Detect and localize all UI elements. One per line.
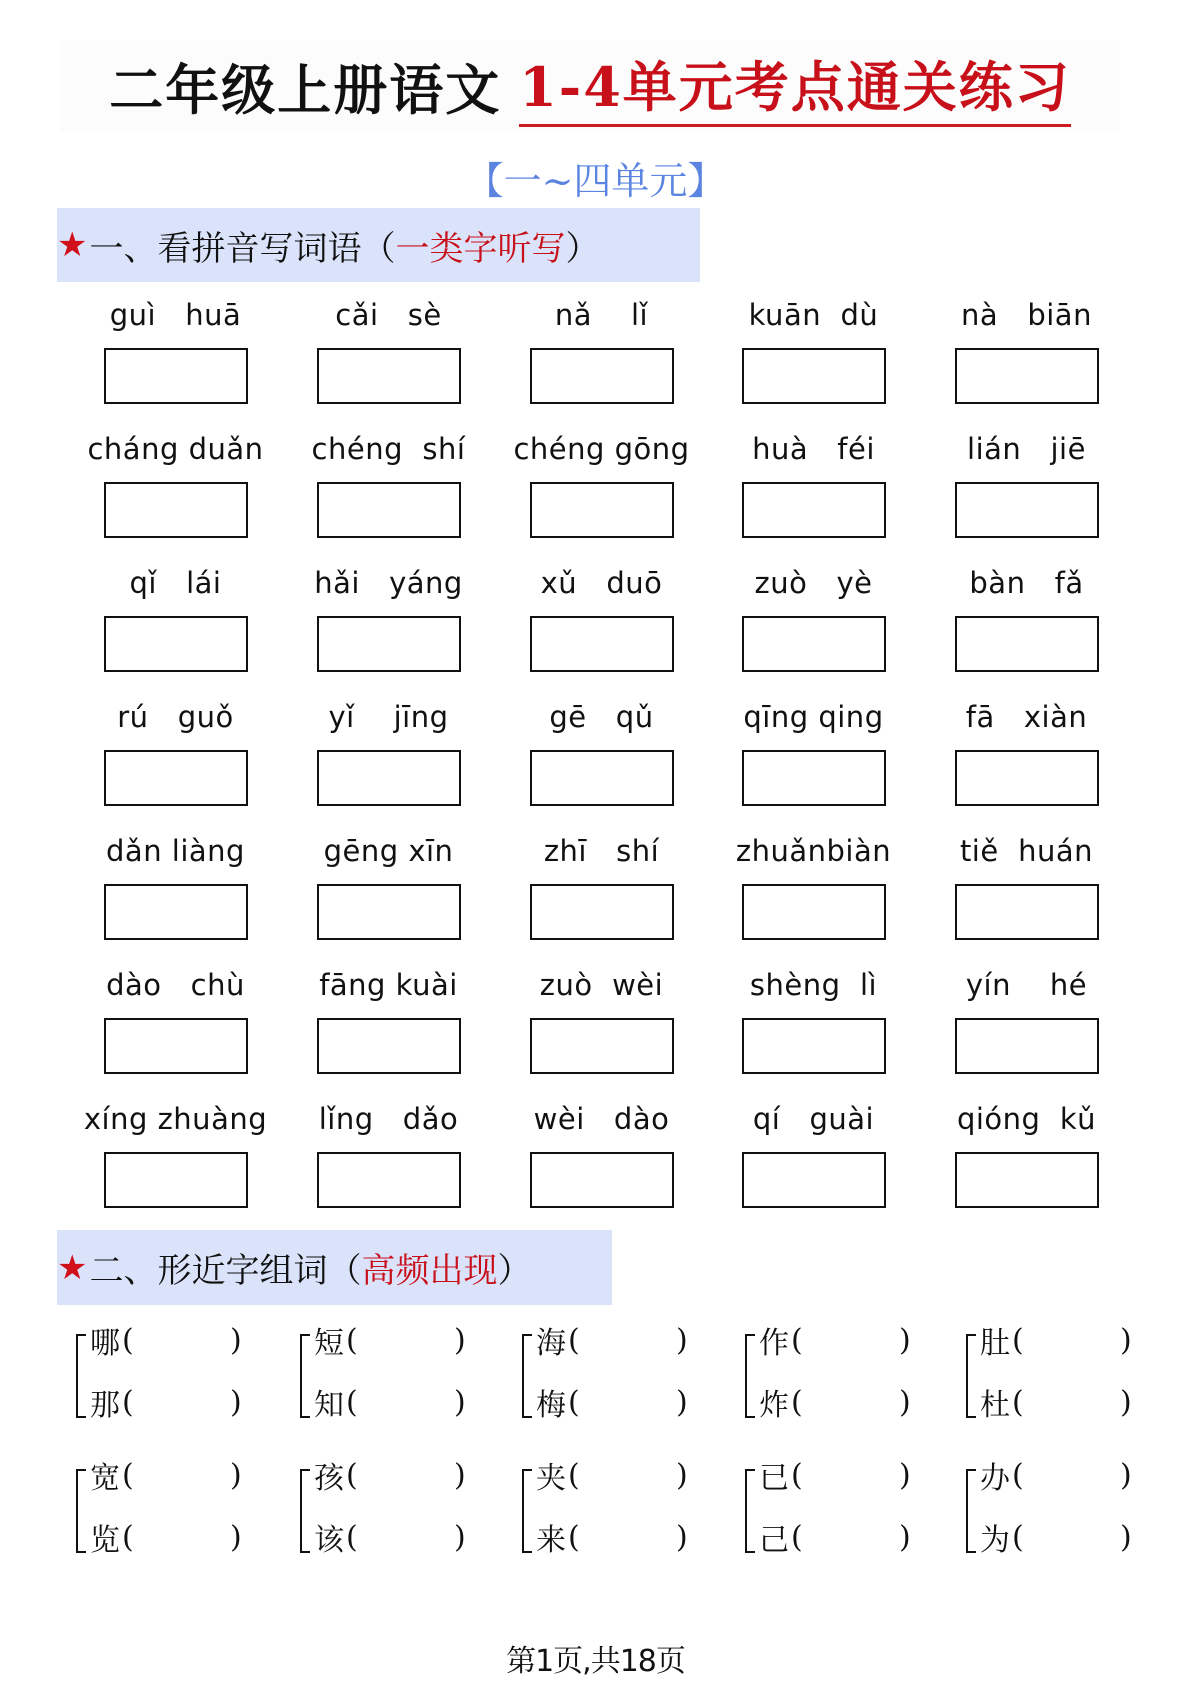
character: 孩	[314, 1461, 344, 1496]
answer-box[interactable]	[104, 884, 248, 940]
answer-box[interactable]	[530, 616, 674, 672]
answer-blank-open[interactable]: (	[1012, 1322, 1024, 1358]
answer-blank-close: )	[1120, 1322, 1132, 1358]
answer-box[interactable]	[104, 1152, 248, 1208]
answer-box[interactable]	[530, 348, 674, 404]
bracket-icon	[966, 1469, 976, 1553]
pinyin-text: yín hé	[965, 968, 1088, 1002]
bracket-icon	[76, 1469, 86, 1553]
answer-blank-open[interactable]: (	[346, 1457, 358, 1493]
pinyin-text: zuò yè	[754, 566, 873, 600]
bracket-icon	[76, 1334, 86, 1418]
bracket-icon	[745, 1334, 755, 1418]
answer-box[interactable]	[955, 1018, 1099, 1074]
character-pair	[300, 1455, 500, 1585]
pinyin-text: qīng qing	[743, 700, 884, 734]
character-pair	[76, 1320, 276, 1450]
character-line	[314, 1455, 466, 1496]
pinyin-text: dào chù	[106, 968, 245, 1002]
answer-blank-open[interactable]: (	[122, 1457, 134, 1493]
character-line	[759, 1455, 911, 1496]
answer-blank-open[interactable]: (	[568, 1457, 580, 1493]
answer-blank-open[interactable]: (	[1012, 1384, 1024, 1420]
page-number: 第1页,共18页	[506, 1644, 685, 1679]
answer-box[interactable]	[742, 1018, 886, 1074]
character: 肚	[980, 1326, 1010, 1361]
section-2-label: 二、形近字组词（	[89, 1251, 362, 1291]
character-line	[759, 1382, 911, 1423]
answer-box[interactable]	[104, 616, 248, 672]
character-line	[314, 1320, 466, 1361]
character-pair	[966, 1320, 1166, 1450]
bracket-icon	[300, 1334, 310, 1418]
character: 该	[314, 1523, 344, 1558]
section-1-note: 一类字听写	[395, 228, 566, 269]
pinyin-text: cǎi sè	[335, 298, 442, 332]
section-1-label: 一、看拼音写词语（	[89, 228, 396, 269]
character-line	[980, 1517, 1132, 1558]
answer-blank-open[interactable]: (	[346, 1384, 358, 1420]
pinyin-text: nǎ lǐ	[554, 298, 649, 332]
pinyin-text: huà féi	[752, 432, 875, 466]
answer-blank-open[interactable]: (	[122, 1519, 134, 1555]
answer-box[interactable]	[104, 482, 248, 538]
answer-blank-close: )	[230, 1384, 242, 1420]
answer-box[interactable]	[317, 750, 461, 806]
character-pair	[300, 1320, 500, 1450]
answer-blank-open[interactable]: (	[346, 1519, 358, 1555]
character-pair	[76, 1455, 276, 1585]
section-1-close: ）	[565, 228, 600, 269]
answer-blank-open[interactable]: (	[791, 1322, 803, 1358]
character: 梅	[536, 1388, 566, 1423]
pinyin-text: rú guǒ	[117, 700, 234, 734]
answer-box[interactable]	[955, 884, 1099, 940]
answer-blank-open[interactable]: (	[791, 1519, 803, 1555]
answer-box[interactable]	[742, 884, 886, 940]
character: 那	[90, 1388, 120, 1423]
character: 己	[759, 1523, 789, 1558]
pinyin-text: fā xiàn	[965, 700, 1088, 734]
character: 办	[980, 1461, 1010, 1496]
character: 炸	[759, 1388, 789, 1423]
pinyin-text: hǎi yáng	[314, 566, 463, 600]
answer-box[interactable]	[955, 616, 1099, 672]
bracket-icon	[966, 1334, 976, 1418]
answer-box[interactable]	[317, 482, 461, 538]
pinyin-text: wèi dào	[533, 1102, 670, 1136]
character: 来	[536, 1523, 566, 1558]
answer-blank-close: )	[454, 1519, 466, 1555]
character-line	[314, 1382, 466, 1423]
pinyin-text: bàn fǎ	[969, 566, 1084, 600]
pinyin-text: chéng shí	[311, 432, 466, 466]
answer-blank-open[interactable]: (	[122, 1384, 134, 1420]
pinyin-text: shèng lì	[749, 968, 878, 1002]
character-line	[90, 1382, 242, 1423]
pinyin-text: qí guài	[752, 1102, 875, 1136]
character-line	[90, 1517, 242, 1558]
answer-blank-close: )	[1120, 1457, 1132, 1493]
section-2-close: ）	[497, 1251, 532, 1291]
answer-blank-close: )	[454, 1322, 466, 1358]
character-line	[980, 1455, 1132, 1496]
pinyin-text: yǐ jīng	[328, 700, 449, 734]
bracket-icon	[522, 1334, 532, 1418]
bracket-icon	[522, 1469, 532, 1553]
answer-box[interactable]	[955, 750, 1099, 806]
pinyin-text: zhuǎnbiàn	[735, 834, 892, 868]
section-1-header	[57, 208, 700, 282]
pinyin-text: lián jiē	[967, 432, 1086, 466]
character-line	[536, 1517, 688, 1558]
character-line	[759, 1517, 911, 1558]
character: 宽	[90, 1461, 120, 1496]
section-2-note: 高频出现	[361, 1251, 498, 1291]
answer-blank-close: )	[1120, 1519, 1132, 1555]
character-line	[90, 1455, 242, 1496]
pinyin-text: kuān dù	[748, 298, 879, 332]
character-line	[980, 1382, 1132, 1423]
answer-blank-close: )	[899, 1322, 911, 1358]
answer-blank-open[interactable]: (	[1012, 1457, 1024, 1493]
character-line	[536, 1382, 688, 1423]
character-line	[536, 1320, 688, 1361]
pinyin-text: nà biān	[961, 298, 1092, 332]
character-line	[536, 1455, 688, 1496]
pinyin-text: fāng kuài	[319, 968, 458, 1002]
pinyin-text: cháng duǎn	[87, 432, 264, 466]
star-icon: ★	[57, 225, 88, 265]
pinyin-text: lǐng dǎo	[318, 1102, 459, 1136]
section-2-header	[57, 1230, 612, 1305]
answer-blank-close: )	[676, 1519, 688, 1555]
answer-box[interactable]	[317, 348, 461, 404]
character-pair	[522, 1455, 722, 1585]
character: 已	[759, 1461, 789, 1496]
answer-box[interactable]	[742, 750, 886, 806]
answer-box[interactable]	[317, 616, 461, 672]
answer-blank-close: )	[454, 1384, 466, 1420]
answer-box[interactable]	[955, 1152, 1099, 1208]
answer-box[interactable]	[742, 348, 886, 404]
title-practice: 1-4单元考点通关练习	[519, 45, 1071, 127]
answer-blank-close: )	[1120, 1384, 1132, 1420]
pinyin-text: qǐ lái	[129, 566, 222, 600]
answer-box[interactable]	[317, 1152, 461, 1208]
answer-blank-open[interactable]: (	[346, 1322, 358, 1358]
answer-box[interactable]	[104, 750, 248, 806]
answer-box[interactable]	[955, 348, 1099, 404]
pinyin-text: zhī shí	[543, 834, 660, 868]
character-pair	[966, 1455, 1166, 1585]
character: 夹	[536, 1461, 566, 1496]
answer-blank-close: )	[454, 1457, 466, 1493]
answer-blank-close: )	[676, 1457, 688, 1493]
character: 为	[980, 1523, 1010, 1558]
pinyin-text: tiě huán	[959, 834, 1094, 868]
character-line	[759, 1320, 911, 1361]
answer-blank-close: )	[899, 1519, 911, 1555]
pinyin-text: xǔ duō	[540, 566, 663, 600]
answer-box[interactable]	[530, 884, 674, 940]
character-line	[90, 1320, 242, 1361]
pinyin-text: gē qǔ	[549, 700, 654, 734]
answer-blank-open[interactable]: (	[568, 1519, 580, 1555]
answer-box[interactable]	[530, 750, 674, 806]
answer-blank-close: )	[899, 1457, 911, 1493]
answer-box[interactable]	[530, 482, 674, 538]
unit-range-subtitle: 【一~四单元】	[465, 159, 726, 203]
answer-box[interactable]	[317, 1018, 461, 1074]
character: 哪	[90, 1326, 120, 1361]
character-line	[314, 1517, 466, 1558]
answer-blank-open[interactable]: (	[791, 1384, 803, 1420]
pinyin-text: guì huā	[109, 298, 242, 332]
character: 海	[536, 1326, 566, 1361]
answer-blank-close: )	[676, 1384, 688, 1420]
bracket-icon	[300, 1469, 310, 1553]
answer-blank-open[interactable]: (	[568, 1384, 580, 1420]
answer-box[interactable]	[742, 616, 886, 672]
answer-blank-close: )	[230, 1457, 242, 1493]
character: 知	[314, 1388, 344, 1423]
answer-box[interactable]	[530, 1018, 674, 1074]
answer-box[interactable]	[530, 1152, 674, 1208]
title-grade: 二年级上册语文	[109, 57, 502, 122]
answer-box[interactable]	[742, 1152, 886, 1208]
pinyin-text: zuò wèi	[539, 968, 664, 1002]
character-line	[980, 1320, 1132, 1361]
answer-blank-close: )	[230, 1322, 242, 1358]
pinyin-text: gēng xīn	[323, 834, 454, 868]
answer-box[interactable]	[104, 1018, 248, 1074]
pinyin-text: chéng gōng	[513, 432, 690, 466]
document-title	[60, 40, 1120, 132]
answer-box[interactable]	[317, 884, 461, 940]
pinyin-text: qióng kǔ	[956, 1102, 1097, 1136]
answer-box[interactable]	[955, 482, 1099, 538]
bracket-icon	[745, 1469, 755, 1553]
answer-blank-close: )	[899, 1384, 911, 1420]
character-pair	[522, 1320, 722, 1450]
character: 览	[90, 1523, 120, 1558]
character-pair	[745, 1320, 945, 1450]
character: 作	[759, 1326, 789, 1361]
pinyin-text: xíng zhuàng	[83, 1102, 268, 1136]
answer-blank-open[interactable]: (	[1012, 1519, 1024, 1555]
character-pair	[745, 1455, 945, 1585]
answer-blank-open[interactable]: (	[122, 1322, 134, 1358]
answer-blank-close: )	[230, 1519, 242, 1555]
answer-blank-close: )	[676, 1322, 688, 1358]
answer-box[interactable]	[104, 348, 248, 404]
answer-blank-open[interactable]: (	[568, 1322, 580, 1358]
star-icon: ★	[57, 1247, 88, 1288]
character: 短	[314, 1326, 344, 1361]
answer-blank-open[interactable]: (	[791, 1457, 803, 1493]
answer-box[interactable]	[742, 482, 886, 538]
pinyin-text: dǎn liàng	[106, 834, 245, 868]
character: 杜	[980, 1388, 1010, 1423]
